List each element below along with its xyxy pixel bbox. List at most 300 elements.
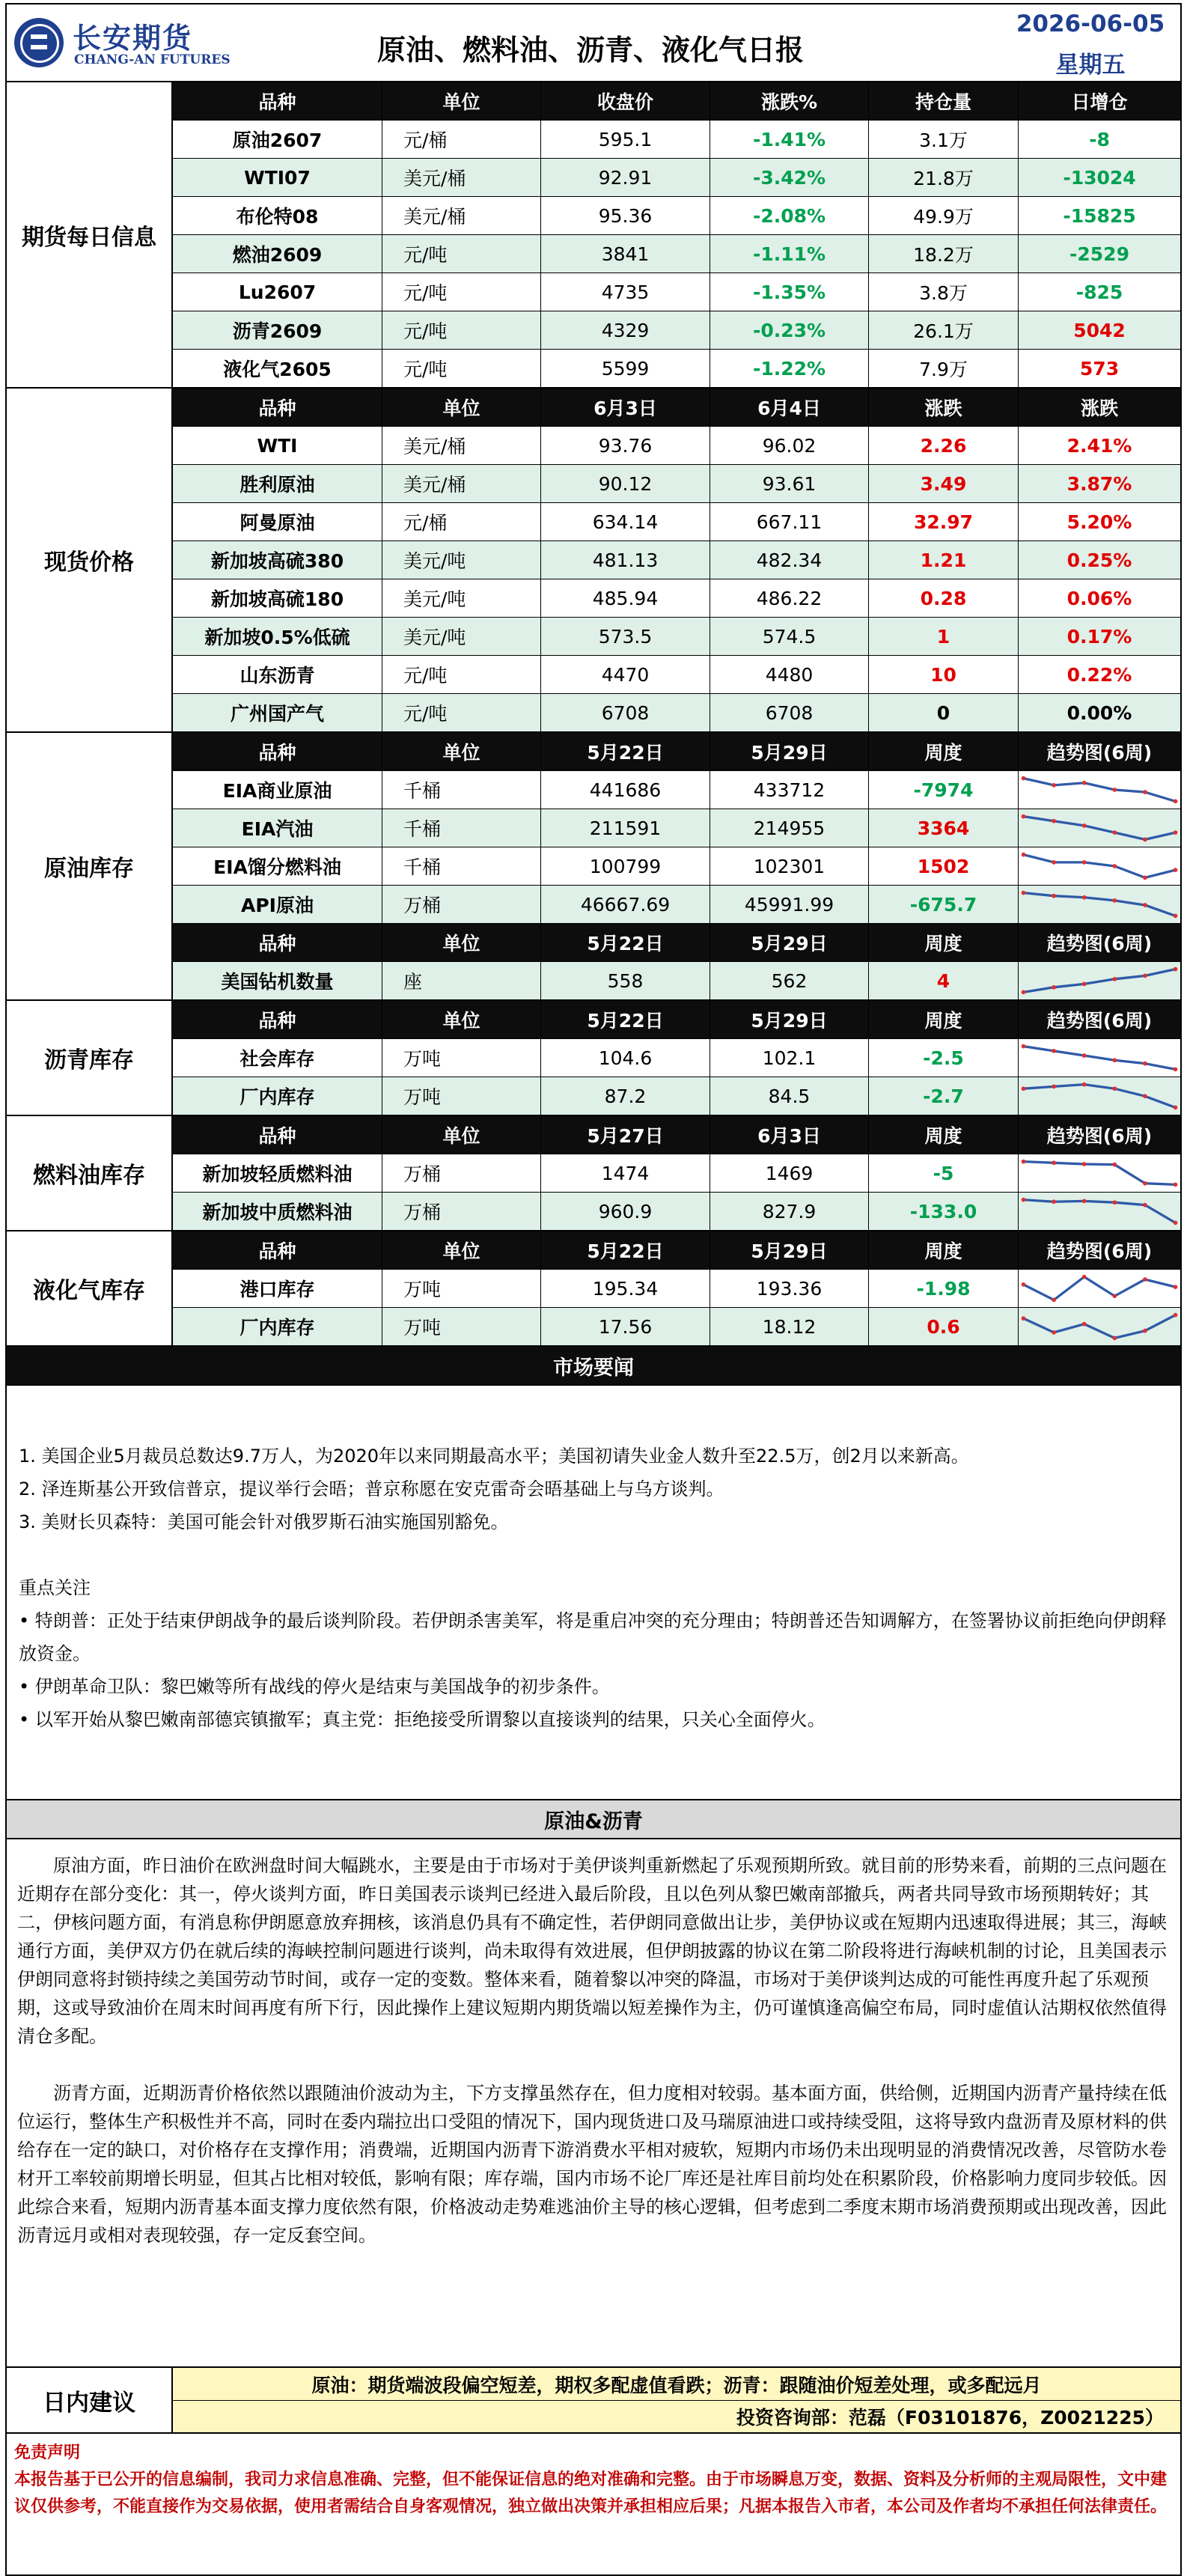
sparkline-chart xyxy=(1019,964,1180,997)
close-price: 3841 xyxy=(541,235,710,272)
inventory-latest: 562 xyxy=(710,962,869,999)
focus-item: • 伊朗革命卫队：黎巴嫩等所有战线的停火是结束与美国战争的初步条件。 xyxy=(19,1676,610,1697)
advice-text: 原油：期货端波段偏空短差，期权多配虚值看跌；沥青：跟随油价短差处理，或多配远月 xyxy=(173,2368,1180,2401)
price-day2: 482.34 xyxy=(710,541,869,579)
column-header: 单位 xyxy=(382,733,541,770)
sparkline-point xyxy=(1022,814,1026,819)
sparkline-point xyxy=(1174,1285,1178,1289)
unit: 万吨 xyxy=(382,1077,541,1115)
unit: 美元/桶 xyxy=(382,427,541,464)
futures-section xyxy=(7,82,1180,389)
commodity-name: Lu2607 xyxy=(173,273,382,311)
column-header: 周度 xyxy=(869,924,1019,961)
advice-body xyxy=(173,2368,1180,2432)
sparkline-point xyxy=(1052,985,1056,990)
sparkline-point xyxy=(1022,990,1026,995)
inventory-latest: 102.1 xyxy=(710,1039,869,1077)
inventory-prev: 558 xyxy=(541,962,710,999)
fuel-inventory-label: 燃料油库存 xyxy=(7,1116,173,1230)
table-row xyxy=(173,771,1180,809)
column-header: 单位 xyxy=(382,1116,541,1154)
commodity-name: 原油2607 xyxy=(173,121,382,158)
change-percent: -3.42% xyxy=(710,159,869,196)
unit: 万桶 xyxy=(382,1193,541,1230)
change-percent: -2.08% xyxy=(710,197,869,234)
sparkline-point xyxy=(1143,1094,1147,1098)
table-row xyxy=(173,427,1180,465)
open-interest: 18.2万 xyxy=(869,235,1019,272)
commodity-name: 新加坡高硫380 xyxy=(173,541,382,579)
price-day1: 481.13 xyxy=(541,541,710,579)
weekly-change: 1502 xyxy=(869,847,1019,885)
inventory-prev: 195.34 xyxy=(541,1270,710,1307)
daily-oi-change: -825 xyxy=(1075,281,1123,303)
sparkline-chart xyxy=(1019,850,1180,883)
trend-sparkline xyxy=(1019,962,1180,999)
sparkline-chart xyxy=(1019,1310,1180,1343)
unit: 万桶 xyxy=(382,1154,541,1192)
inventory-latest: 433712 xyxy=(710,771,869,809)
crude-inventory-table xyxy=(173,733,1180,999)
sparkline-point xyxy=(1022,891,1026,895)
table-row xyxy=(173,886,1180,924)
daily-report xyxy=(5,3,1182,2576)
table-row xyxy=(173,350,1180,387)
inventory-prev: 46667.69 xyxy=(541,886,710,923)
price-change: 10 xyxy=(869,656,1019,693)
fuel-inventory-table xyxy=(173,1116,1180,1230)
unit: 座 xyxy=(382,962,541,999)
change-percent: -1.35% xyxy=(710,273,869,311)
inventory-name: 港口库存 xyxy=(173,1270,382,1307)
sparkline-point xyxy=(1052,1199,1056,1204)
table-row xyxy=(173,121,1180,159)
sparkline-series-line xyxy=(1023,1277,1175,1300)
open-interest: 26.1万 xyxy=(869,311,1019,349)
sparkline-point xyxy=(1022,1086,1026,1091)
price-day2: 96.02 xyxy=(710,427,869,464)
commodity-name: 布伦特08 xyxy=(173,197,382,234)
inventory-name: 美国钻机数量 xyxy=(173,962,382,999)
unit: 美元/吨 xyxy=(382,618,541,655)
table-row xyxy=(173,541,1180,579)
sparkline-series-line xyxy=(1023,855,1175,878)
table-row xyxy=(173,235,1180,273)
sparkline-point xyxy=(1082,982,1087,987)
column-header: 5月29日 xyxy=(710,1231,869,1269)
sparkline-series-line xyxy=(1023,1085,1175,1108)
unit: 千桶 xyxy=(382,809,541,847)
column-header: 单位 xyxy=(382,1001,541,1038)
sparkline-point xyxy=(1112,830,1117,835)
sparkline-point xyxy=(1052,1085,1056,1089)
market-news-title: 市场要闻 xyxy=(7,1347,1180,1386)
table-row xyxy=(173,465,1180,503)
daily-oi-change: -13024 xyxy=(1063,166,1136,189)
sparkline-point xyxy=(1082,1162,1087,1166)
asphalt-inventory-table xyxy=(173,1001,1180,1115)
sparkline-point xyxy=(1143,876,1147,880)
company-logo xyxy=(14,15,239,72)
column-header: 6月4日 xyxy=(710,389,869,426)
trend-sparkline xyxy=(1019,1193,1180,1230)
column-header: 品种 xyxy=(173,1116,382,1154)
sparkline-point xyxy=(1052,1298,1056,1303)
weekly-change: 4 xyxy=(869,962,1019,999)
logo-english-name: CHANG-AN FUTURES xyxy=(74,52,231,67)
column-header: 趋势图(6周) xyxy=(1019,924,1180,961)
inventory-name: EIA汽油 xyxy=(173,809,382,847)
weekly-change: -1.98 xyxy=(869,1270,1019,1307)
inventory-name: 厂内库存 xyxy=(173,1077,382,1115)
analysis-asphalt-paragraph: 沥青方面，近期沥青价格依然以跟随油价波动为主，下方支撑虽然存在，但力度相对较弱。基本面方面，供给侧，近期国内沥青产量持续在低位运行，整体生产积极性并不高，同时在委内瑞拉出口受阻的情况下，国内现货进口及马瑞原油进口或持续受阻，这将导致内盘沥青及原材料的供给存在一定的缺口，对价格存在支撑作用；消费端，近期国内沥青下游消费水平相对疲软，短期内市场仍未出现明显的消费情况改善，尽管防水卷材开工率较前期增长明显，但其占比相对较低，影响有限；库存端，国内市场不论厂库还是社库目前均处在积累阶段，价格影响力度同步较低。因此综合来看，短期内沥青基本面支撑力度依然有限，价格波动走势难逃油价主导的核心逻辑，但考虑到二季度末期市场消费预期或出现改善，因此沥青远月或相对表现较强，存一定反套空间。 xyxy=(17,2083,1167,2246)
commodity-name: 液化气2605 xyxy=(173,350,382,387)
column-header: 单位 xyxy=(382,82,541,120)
daily-oi-change: 573 xyxy=(1079,357,1120,380)
sparkline-point xyxy=(1174,914,1178,919)
sparkline-point xyxy=(1174,967,1178,972)
sparkline-point xyxy=(1022,1316,1026,1321)
inventory-latest: 827.9 xyxy=(710,1193,869,1230)
column-header: 涨跌 xyxy=(869,389,1019,426)
unit: 美元/吨 xyxy=(382,541,541,579)
table-header-row xyxy=(173,389,1180,427)
inventory-prev: 100799 xyxy=(541,847,710,885)
sparkline-series-line xyxy=(1023,779,1175,802)
sparkline-point xyxy=(1052,1160,1056,1165)
analysis-body xyxy=(7,1839,1180,2368)
table-header-row xyxy=(173,924,1180,962)
change-percent: -1.22% xyxy=(710,350,869,387)
report-header xyxy=(7,4,1180,82)
table-row xyxy=(173,1270,1180,1308)
sparkline-point xyxy=(1052,860,1056,865)
inventory-name: API原油 xyxy=(173,886,382,923)
inventory-latest: 84.5 xyxy=(710,1077,869,1115)
column-header: 周度 xyxy=(869,1001,1019,1038)
price-day1: 573.5 xyxy=(541,618,710,655)
sparkline-point xyxy=(1112,1058,1117,1062)
column-header: 趋势图(6周) xyxy=(1019,1116,1180,1154)
sparkline-point xyxy=(1112,898,1117,903)
trend-sparkline xyxy=(1019,809,1180,847)
price-change: 0 xyxy=(869,694,1019,731)
news-item: 1. 美国企业5月裁员总数达9.7万人，为2020年以来同期最高水平；美国初请失业金人数升至22.5万，创2月以来新高。 xyxy=(19,1446,969,1467)
trend-sparkline xyxy=(1019,886,1180,923)
analysis-title: 原油&沥青 xyxy=(7,1800,1180,1839)
sparkline-chart xyxy=(1019,1157,1180,1190)
column-header: 品种 xyxy=(173,733,382,770)
inventory-latest: 45991.99 xyxy=(710,886,869,923)
column-header: 日增仓 xyxy=(1019,82,1180,120)
commodity-name: WTI xyxy=(173,427,382,464)
close-price: 595.1 xyxy=(541,121,710,158)
table-row xyxy=(173,656,1180,694)
unit: 元/桶 xyxy=(382,503,541,541)
inventory-name: 厂内库存 xyxy=(173,1308,382,1345)
column-header: 品种 xyxy=(173,924,382,961)
unit: 元/吨 xyxy=(382,311,541,349)
open-interest: 21.8万 xyxy=(869,159,1019,196)
price-change-percent: 0.17% xyxy=(1067,625,1132,648)
sparkline-point xyxy=(1022,1282,1026,1287)
unit: 美元/桶 xyxy=(382,465,541,502)
inventory-prev: 441686 xyxy=(541,771,710,809)
sparkline-chart xyxy=(1019,1080,1180,1112)
table-row xyxy=(173,311,1180,350)
close-price: 5599 xyxy=(541,350,710,387)
lpg-inventory-label: 液化气库存 xyxy=(7,1231,173,1345)
weekly-change: -133.0 xyxy=(869,1193,1019,1230)
unit: 元/吨 xyxy=(382,235,541,272)
inventory-latest: 18.12 xyxy=(710,1308,869,1345)
unit: 万桶 xyxy=(382,886,541,923)
column-header: 品种 xyxy=(173,389,382,426)
sparkline-point xyxy=(1143,1181,1147,1186)
column-header: 涨跌% xyxy=(710,82,869,120)
price-day1: 634.14 xyxy=(541,503,710,541)
inventory-name: EIA馏分燃料油 xyxy=(173,847,382,885)
sparkline-point xyxy=(1143,1329,1147,1333)
report-date: 2026-06-05 xyxy=(1016,10,1165,37)
unit: 元/吨 xyxy=(382,694,541,731)
inventory-prev: 17.56 xyxy=(541,1308,710,1345)
price-change-percent: 0.22% xyxy=(1067,663,1132,686)
table-row xyxy=(173,809,1180,847)
asphalt-inventory-section xyxy=(7,1001,1180,1116)
sparkline-point xyxy=(1174,830,1178,835)
asphalt-inventory-label: 沥青库存 xyxy=(7,1001,173,1115)
report-title: 原油、燃料油、沥青、液化气日报 xyxy=(376,34,804,67)
sparkline-point xyxy=(1174,1106,1178,1110)
price-day2: 486.22 xyxy=(710,579,869,617)
market-news xyxy=(7,1386,1180,1800)
table-row xyxy=(173,1077,1180,1115)
weekly-change: 3364 xyxy=(869,809,1019,847)
unit: 元/桶 xyxy=(382,121,541,158)
commodity-name: 阿曼原油 xyxy=(173,503,382,541)
weekly-change: 0.6 xyxy=(869,1308,1019,1345)
price-day1: 90.12 xyxy=(541,465,710,502)
sparkline-point xyxy=(1112,1200,1117,1205)
news-item: 2. 泽连斯基公开致信普京，提议举行会晤；普京称愿在安克雷奇会晤基础上与乌方谈判。 xyxy=(19,1479,724,1499)
daily-oi-change: -15825 xyxy=(1063,204,1136,227)
sparkline-point xyxy=(1082,823,1087,828)
price-day1: 93.76 xyxy=(541,427,710,464)
sparkline-point xyxy=(1082,1199,1087,1204)
daily-oi-change: -2529 xyxy=(1069,243,1129,265)
table-row xyxy=(173,618,1180,656)
disclaimer xyxy=(7,2434,1180,2575)
change-percent: -0.23% xyxy=(710,311,869,349)
table-row xyxy=(173,962,1180,999)
unit: 千桶 xyxy=(382,771,541,809)
sparkline-chart xyxy=(1019,1041,1180,1074)
sparkline-point xyxy=(1082,1275,1087,1279)
inventory-name: EIA商业原油 xyxy=(173,771,382,809)
unit: 元/吨 xyxy=(382,273,541,311)
sparkline-point xyxy=(1174,1068,1178,1072)
open-interest: 3.8万 xyxy=(869,273,1019,311)
sparkline-point xyxy=(1082,781,1087,785)
inventory-prev: 104.6 xyxy=(541,1039,710,1077)
sparkline-series-line xyxy=(1023,1200,1175,1223)
column-header: 5月29日 xyxy=(710,1001,869,1038)
sparkline-point xyxy=(1143,1062,1147,1066)
column-header: 品种 xyxy=(173,82,382,120)
advice-label: 日内建议 xyxy=(7,2368,173,2432)
table-row xyxy=(173,159,1180,197)
futures-table xyxy=(173,82,1180,387)
weekly-change: -675.7 xyxy=(869,886,1019,923)
unit: 美元/桶 xyxy=(382,159,541,196)
price-change: 3.49 xyxy=(869,465,1019,502)
commodity-name: 胜利原油 xyxy=(173,465,382,502)
sparkline-point xyxy=(1174,800,1178,804)
sparkline-point xyxy=(1143,790,1147,794)
unit: 万吨 xyxy=(382,1039,541,1077)
sparkline-point xyxy=(1174,1221,1178,1225)
inventory-name: 新加坡中质燃料油 xyxy=(173,1193,382,1230)
price-change: 32.97 xyxy=(869,503,1019,541)
sparkline-point xyxy=(1082,1083,1087,1087)
table-row xyxy=(173,1193,1180,1230)
unit: 千桶 xyxy=(382,847,541,885)
table-header-row xyxy=(173,733,1180,771)
commodity-name: 广州国产气 xyxy=(173,694,382,731)
change-percent: -1.11% xyxy=(710,235,869,272)
inventory-latest: 214955 xyxy=(710,809,869,847)
weekly-change: -5 xyxy=(869,1154,1019,1192)
commodity-name: 沥青2609 xyxy=(173,311,382,349)
logo-mark-icon xyxy=(14,18,64,67)
fuel-inventory-section xyxy=(7,1116,1180,1231)
table-row xyxy=(173,847,1180,886)
sparkline-point xyxy=(1082,1053,1087,1058)
spot-section xyxy=(7,389,1180,733)
inventory-prev: 1474 xyxy=(541,1154,710,1192)
unit: 元/吨 xyxy=(382,350,541,387)
futures-section-label: 期货每日信息 xyxy=(7,82,173,387)
logo-chinese-name: 长安期货 xyxy=(73,22,193,55)
column-header: 趋势图(6周) xyxy=(1019,733,1180,770)
table-row xyxy=(173,1154,1180,1193)
column-header: 品种 xyxy=(173,1231,382,1269)
price-change-percent: 0.25% xyxy=(1067,549,1132,571)
price-day1: 6708 xyxy=(541,694,710,731)
price-change: 2.26 xyxy=(869,427,1019,464)
trend-sparkline xyxy=(1019,847,1180,885)
sparkline-point xyxy=(1082,1322,1087,1327)
sparkline-point xyxy=(1052,1049,1056,1053)
sparkline-series-line xyxy=(1023,893,1175,916)
table-row xyxy=(173,197,1180,235)
news-item: 3. 美财长贝森特：美国可能会针对俄罗斯石油实施国别豁免。 xyxy=(19,1511,509,1532)
unit: 万吨 xyxy=(382,1270,541,1307)
close-price: 92.91 xyxy=(541,159,710,196)
inventory-prev: 960.9 xyxy=(541,1193,710,1230)
price-change: 1 xyxy=(869,618,1019,655)
table-header-row xyxy=(173,82,1180,121)
sparkline-point xyxy=(1052,894,1056,898)
price-change-percent: 5.20% xyxy=(1067,511,1132,533)
inventory-latest: 102301 xyxy=(710,847,869,885)
close-price: 95.36 xyxy=(541,197,710,234)
sparkline-chart xyxy=(1019,1195,1180,1228)
lpg-inventory-table xyxy=(173,1231,1180,1345)
price-day2: 93.61 xyxy=(710,465,869,502)
price-day2: 6708 xyxy=(710,694,869,731)
commodity-name: 新加坡0.5%低硫 xyxy=(173,618,382,655)
table-row xyxy=(173,1039,1180,1077)
crude-inventory-label: 原油库存 xyxy=(7,733,173,999)
column-header: 5月22日 xyxy=(541,924,710,961)
sparkline-chart xyxy=(1019,773,1180,806)
sparkline-series-line xyxy=(1023,817,1175,840)
column-header: 5月29日 xyxy=(710,924,869,961)
sparkline-point xyxy=(1174,1313,1178,1318)
price-change: 0.28 xyxy=(869,579,1019,617)
report-weekday: 星期五 xyxy=(1055,52,1126,79)
trend-sparkline xyxy=(1019,1077,1180,1115)
disclaimer-text: 本报告基于已公开的信息编制，我司力求信息准确、完整，但不能保证信息的绝对准确和完整。由于市场瞬息万变，数据、资料及分析师的主观局限性，文中建议仅供参考，不能直接作为交易依据，使用者需结合自身客观情况，独立做出决策并承担相应后果；凡据本报告入市者，本公司及作者均不承担任何法律责任。 xyxy=(14,2470,1168,2516)
table-row xyxy=(173,1308,1180,1345)
sparkline-point xyxy=(1022,853,1026,857)
sparkline-point xyxy=(1112,788,1117,792)
inventory-latest: 1469 xyxy=(710,1154,869,1192)
table-row xyxy=(173,579,1180,618)
close-price: 4735 xyxy=(541,273,710,311)
column-header: 收盘价 xyxy=(541,82,710,120)
sparkline-chart xyxy=(1019,1272,1180,1305)
sparkline-point xyxy=(1112,1336,1117,1341)
commodity-name: 山东沥青 xyxy=(173,656,382,693)
column-header: 持仓量 xyxy=(869,82,1019,120)
sparkline-point xyxy=(1052,783,1056,788)
open-interest: 49.9万 xyxy=(869,197,1019,234)
sparkline-series-line xyxy=(1023,1162,1175,1185)
column-header: 周度 xyxy=(869,1116,1019,1154)
sparkline-point xyxy=(1112,864,1117,868)
sparkline-point xyxy=(1112,1086,1117,1091)
trend-sparkline xyxy=(1019,1154,1180,1192)
column-header: 5月22日 xyxy=(541,733,710,770)
daily-oi-change: -8 xyxy=(1089,128,1110,150)
inventory-prev: 87.2 xyxy=(541,1077,710,1115)
focus-item: • 以军开始从黎巴嫩南部德宾镇撤军；真主党：拒绝接受所谓黎以直接谈判的结果，只关心全面停火。 xyxy=(19,1709,826,1730)
column-header: 周度 xyxy=(869,1231,1019,1269)
inventory-name: 新加坡轻质燃料油 xyxy=(173,1154,382,1192)
weekly-change: -2.5 xyxy=(869,1039,1019,1077)
sparkline-point xyxy=(1174,1183,1178,1187)
unit: 美元/桶 xyxy=(382,197,541,234)
price-change: 1.21 xyxy=(869,541,1019,579)
column-header: 5月22日 xyxy=(541,1231,710,1269)
spot-section-label: 现货价格 xyxy=(7,389,173,731)
sparkline-point xyxy=(1174,868,1178,872)
table-header-row xyxy=(173,1231,1180,1270)
trend-sparkline xyxy=(1019,1039,1180,1077)
sparkline-point xyxy=(1022,776,1026,781)
open-interest: 3.1万 xyxy=(869,121,1019,158)
trend-sparkline xyxy=(1019,1270,1180,1307)
sparkline-chart xyxy=(1019,812,1180,844)
sparkline-point xyxy=(1082,860,1087,865)
price-day1: 485.94 xyxy=(541,579,710,617)
sparkline-series-line xyxy=(1023,969,1175,993)
trend-sparkline xyxy=(1019,1308,1180,1345)
column-header: 涨跌 xyxy=(1019,389,1180,426)
